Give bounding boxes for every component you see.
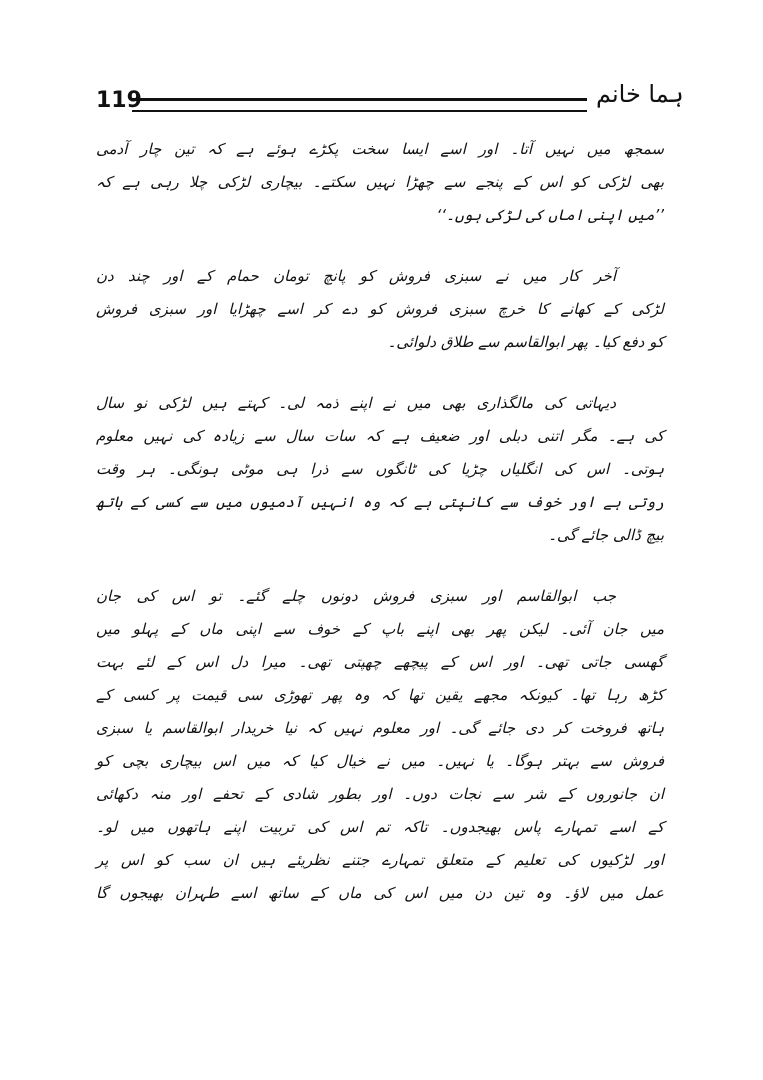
text-line: دیہاتی کی مالگذاری بھی میں نے اپنے ذمہ لی۔ کہتے ہیں لڑکی نو سال <box>96 394 616 412</box>
text-line: لڑکی کے کھانے کا خرچ سبزی فروش کو دے کر اسے چھڑایا اور سبزی فروش <box>96 300 664 318</box>
header-rule <box>132 98 587 112</box>
text-line: سمجھ میں نہیں آتا۔ اور اسے ایسا سخت پکڑے ہوئے ہے کہ تین چار آدمی <box>96 140 664 158</box>
text-line: روتی ہے اور خوف سے کانپتی ہے کہ وہ انہیں آدمیوں میں سے کسی کے ہاتھ <box>96 493 664 511</box>
text-line: ان جانوروں کے شر سے نجات دوں۔ اور بطور شادی کے تحفے اور منہ دکھائی <box>96 785 664 803</box>
text-line: آخر کار میں نے سبزی فروش کو پانچ تومان حمام کے اور چند دن <box>96 267 616 285</box>
text-line: کڑھ رہا تھا۔ کیونکہ مجھے یقین تھا کہ وہ پھر تھوڑی سی قیمت پر کسی کے <box>96 686 664 704</box>
text-line: عمل میں لاؤ۔ وہ تین دن میں اس کی ماں کے ساتھ اسے طہران بھیجوں گا <box>96 884 664 902</box>
text-line: بھی لڑکی کو اس کے پنجے سے چھڑا نہیں سکتے۔ بیچاری لڑکی چلا رہی ہے کہ <box>96 173 664 191</box>
text-line: ’’میں اپنی اماں کی لڑکی ہوں۔‘‘ <box>436 206 664 224</box>
text-line: گھسی جاتی تھی۔ اور اس کے پیچھے چھپتی تھی۔ میرا دل اس کے لئے بہت <box>96 653 664 671</box>
text-line: بیچ ڈالی جائے گی۔ <box>548 526 664 544</box>
text-line: فروش سے بہتر ہوگا۔ یا نہیں۔ میں نے خیال کیا کہ میں اس بیچاری بچی کو <box>96 752 664 770</box>
text-line: اور لڑکیوں کی تعلیم کے متعلق تمہارے جتنے نظریئے ہیں ان سب کو اس پر <box>96 851 664 869</box>
text-line: کو دفع کیا۔ پھر ابوالقاسم سے طلاق دلوائی۔ <box>387 333 664 351</box>
text-line: ہوتی۔ اس کی انگلیاں چڑیا کی ٹانگوں سے ذرا ہی موٹی ہونگی۔ ہر وقت <box>96 460 664 478</box>
text-line: کی ہے۔ مگر اتنی دبلی اور ضعیف ہے کہ سات سال سے زیادہ کی نہیں معلوم <box>96 427 664 445</box>
running-title: ہما خانم <box>596 80 684 108</box>
body-text <box>96 133 664 910</box>
text-line: جب ابوالقاسم اور سبزی فروش دونوں چلے گئے۔ تو اس کی جان <box>96 587 616 605</box>
text-line: میں جان آئی۔ لیکن پھر بھی اپنے باپ کے خوف سے اپنی ماں کے پہلو میں <box>96 620 664 638</box>
text-line: ہاتھ فروخت کر دی جائے گی۔ اور معلوم نہیں کہ نیا خریدار ابوالقاسم یا سبزی <box>96 719 664 737</box>
page-number: 119 <box>96 88 142 113</box>
text-line: کے اسے تمہارے پاس بھیجدوں۔ تاکہ تم اس کی تربیت اپنے ہاتھوں میں لو۔ <box>96 818 664 836</box>
